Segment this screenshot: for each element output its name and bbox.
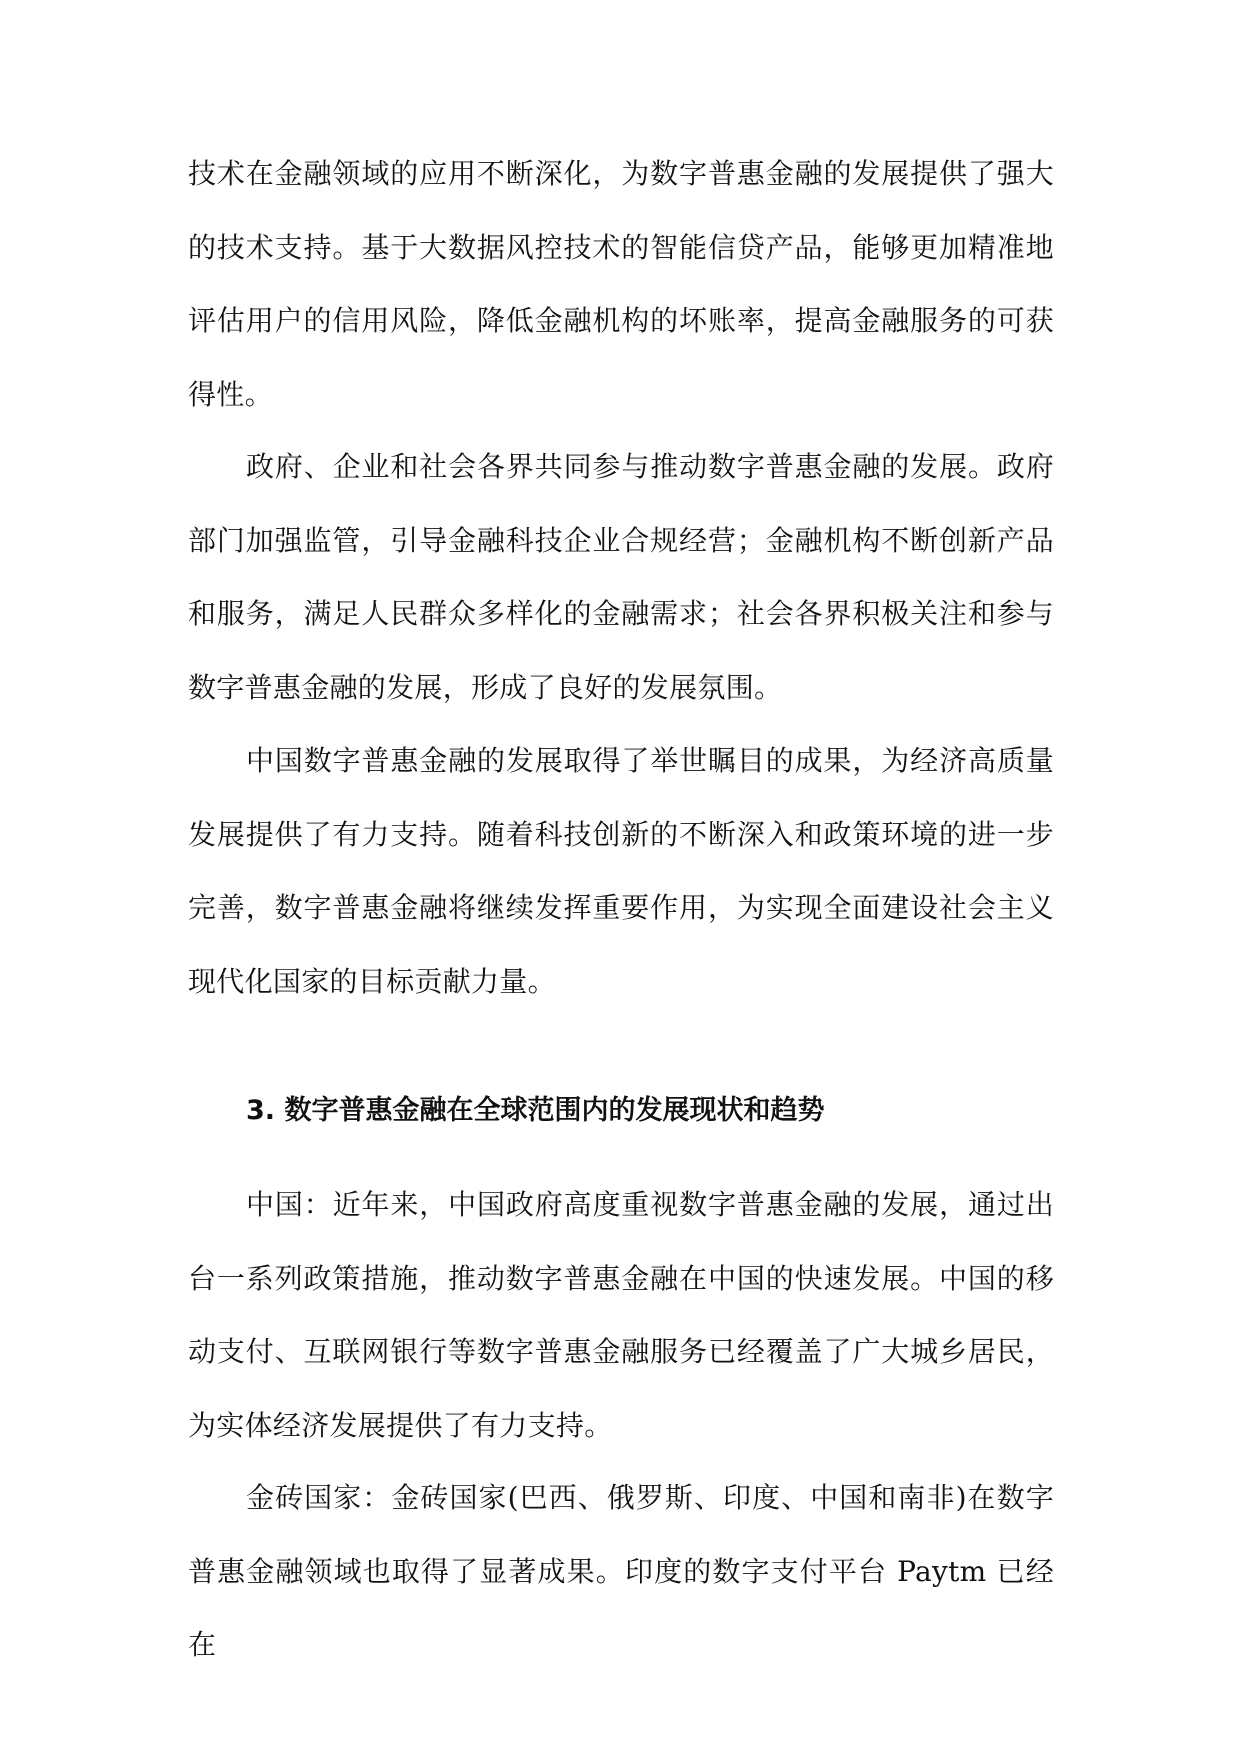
paragraph-text: 中国数字普惠金融的发展取得了举世瞩目的成果，为经济高质量发展提供了有力支持。随着科技创新的不断深入和政策环境的进一步完善，数字普惠金融将继续发挥重要作用，为实现全面建设社会主义现代化国家的目标贡献力量。: [188, 744, 1054, 998]
section-heading: 3. 数字普惠金融在全球范围内的发展现状和趋势: [246, 1095, 825, 1126]
paragraph-text: 技术在金融领域的应用不断深化，为数字普惠金融的发展提供了强大的技术支持。基于大数据风控技术的智能信贷产品，能够更加精准地评估用户的信用风险，降低金融机构的坏账率，提高金融服务的可获得性。: [188, 157, 1054, 411]
paragraph-text: 中国：近年来，中国政府高度重视数字普惠金融的发展，通过出台一系列政策措施，推动数字普惠金融在中国的快速发展。中国的移动支付、互联网银行等数字普惠金融服务已经覆盖了广大城乡居民，为实体经济发展提供了有力支持。: [188, 1188, 1054, 1442]
paragraph-text: 金砖国家：金砖国家(巴西、俄罗斯、印度、中国和南非)在数字普惠金融领域也取得了显著成果。印度的数字支付平台 Paytm 已经在: [188, 1481, 1054, 1661]
paragraph-joint-participation: [188, 430, 1054, 724]
paragraph-brics: [188, 1461, 1054, 1682]
paragraph-china: [188, 1168, 1054, 1462]
paragraph-text: 政府、企业和社会各界共同参与推动数字普惠金融的发展。政府部门加强监管，引导金融科技企业合规经营；金融机构不断创新产品和服务，满足人民群众多样化的金融需求；社会各界积极关注和参与数字普惠金融的发展，形成了良好的发展氛围。: [188, 450, 1054, 704]
paragraph-achievements: [188, 724, 1054, 1018]
paragraph-tech-support: [188, 137, 1054, 431]
